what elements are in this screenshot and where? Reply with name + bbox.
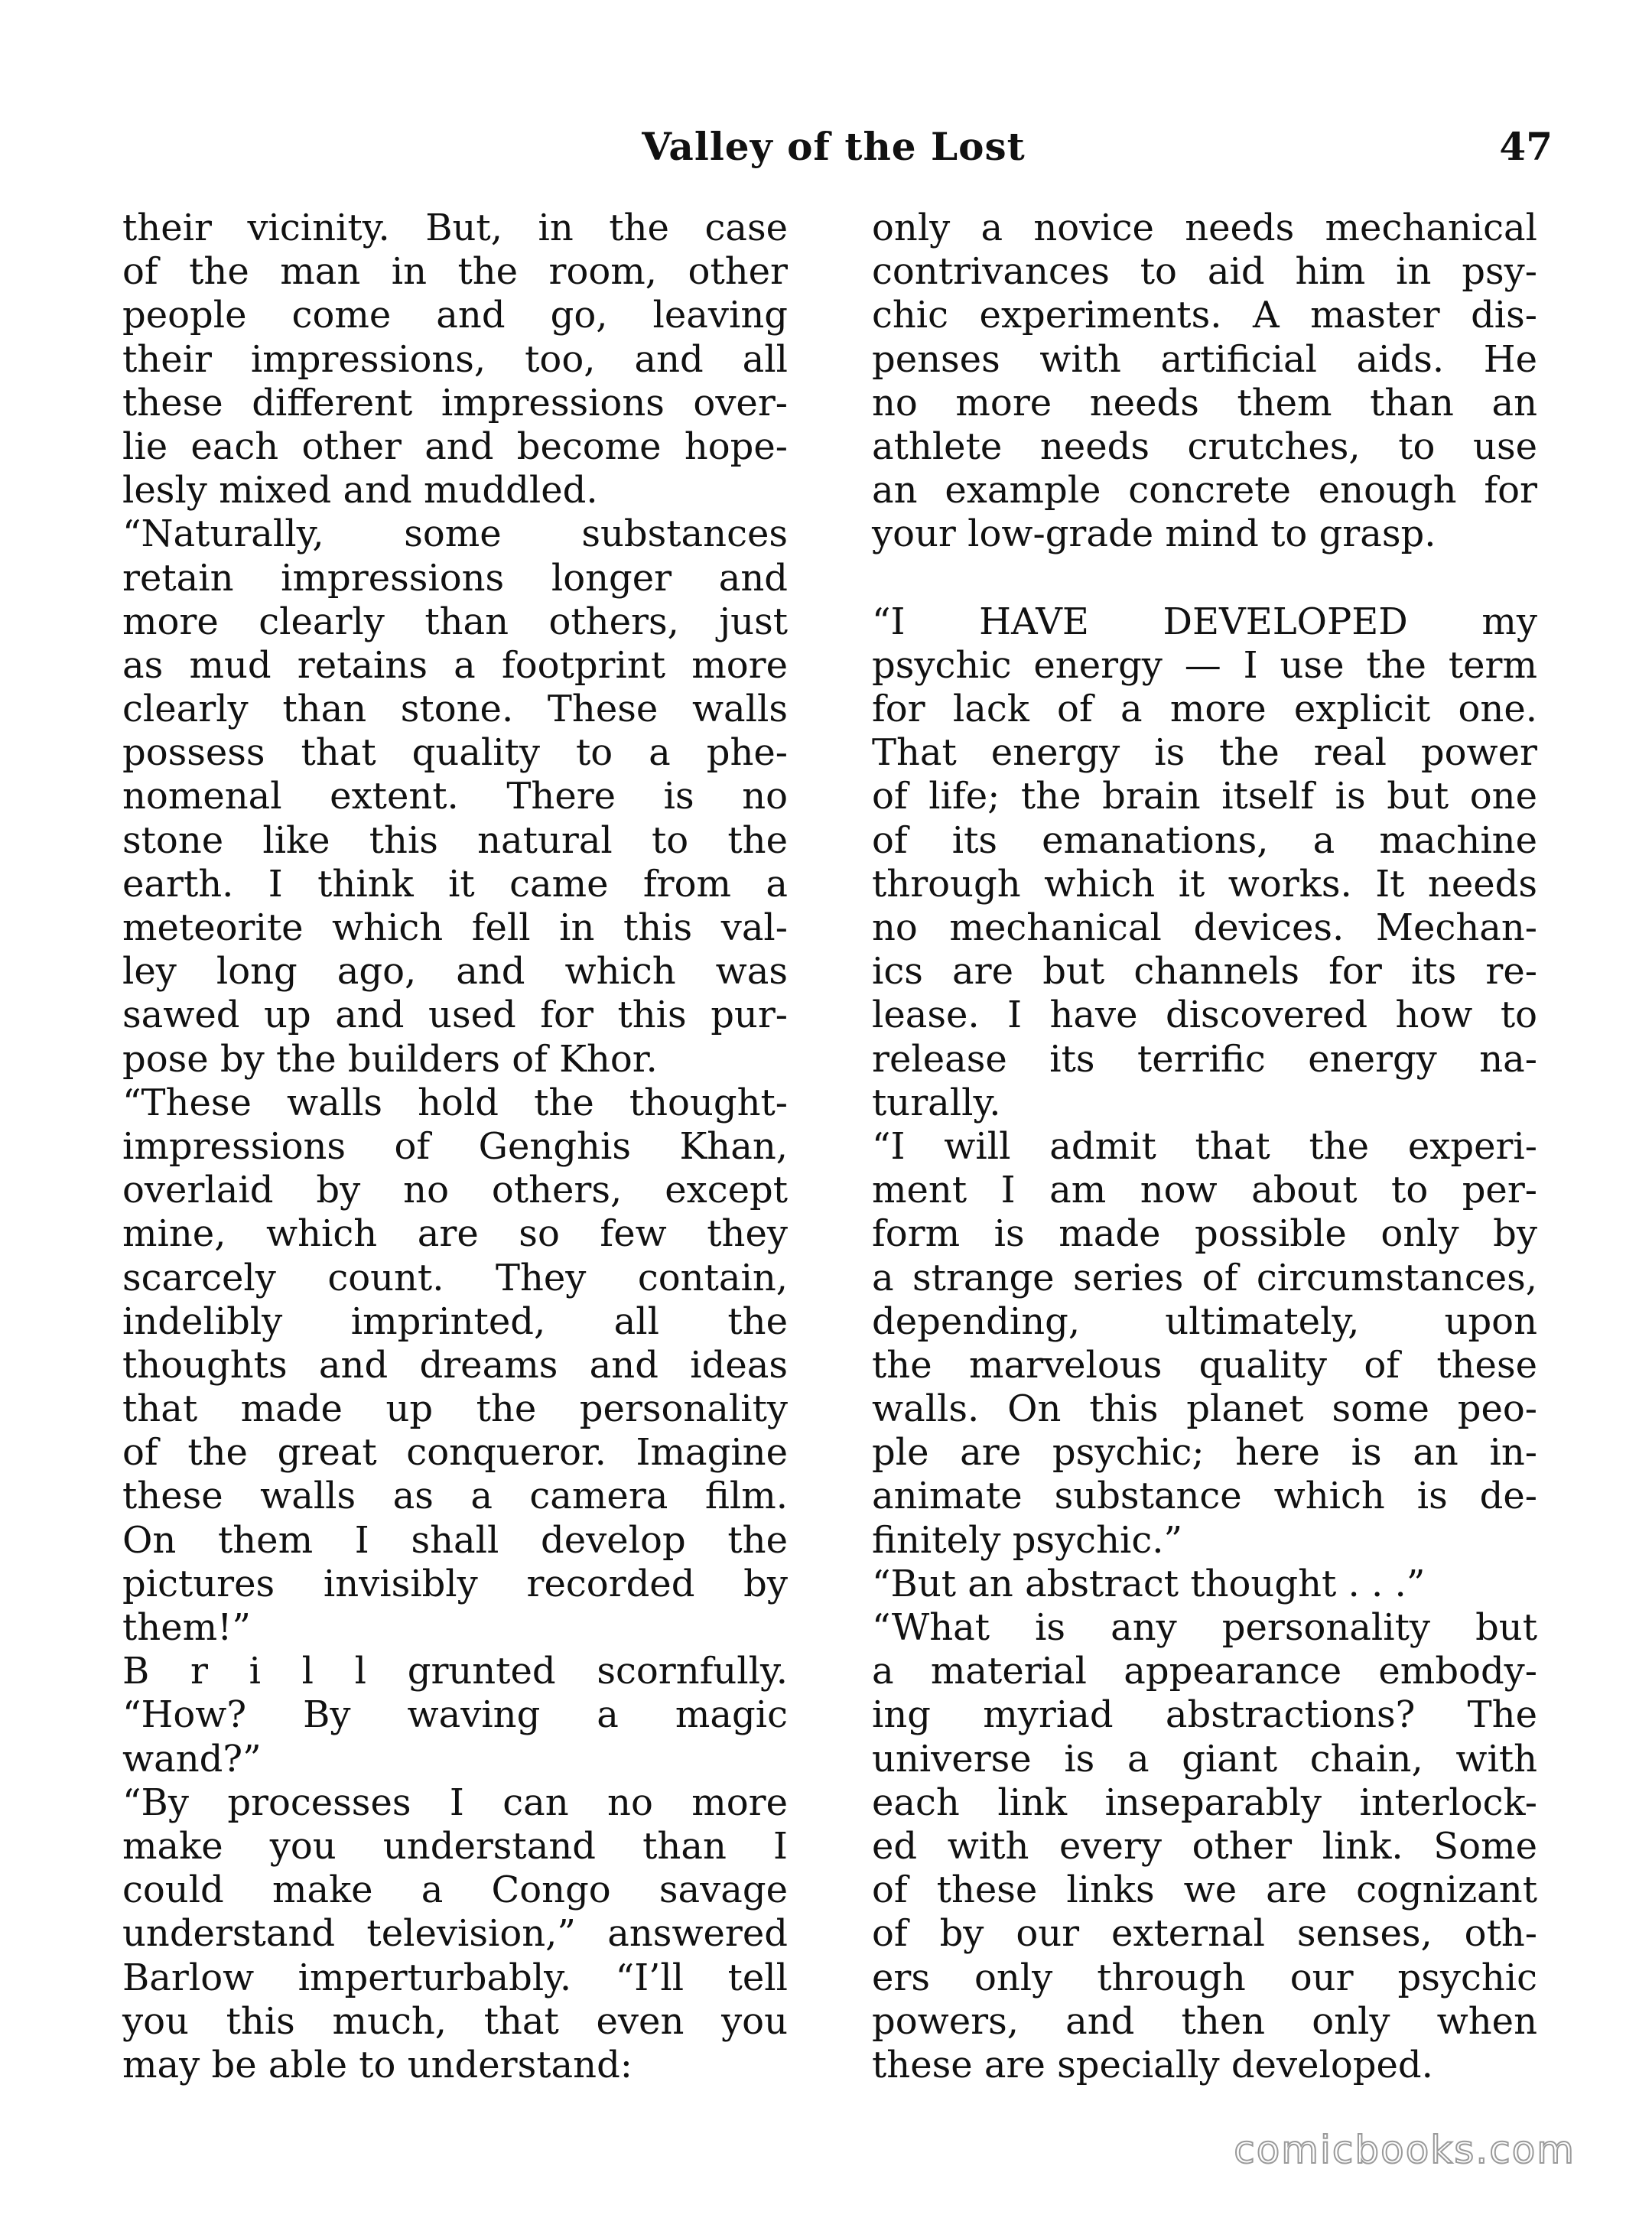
text-line: ing myriad abstractions? The — [872, 1693, 1537, 1737]
text-line: penses with artificial aids. He — [872, 337, 1537, 381]
text-line: ics are but channels for its re- — [872, 950, 1537, 994]
text-line: your low-grade mind to grasp. — [872, 512, 1436, 556]
text-line: an example concrete enough for — [872, 469, 1537, 512]
text-line: “These walls hold the thought- — [122, 1081, 788, 1124]
text-line: may be able to understand: — [122, 2043, 633, 2086]
text-line: of its emanations, a machine — [872, 818, 1537, 862]
left-column — [122, 207, 788, 2087]
text-line: through which it works. It needs — [872, 862, 1537, 906]
right-column — [872, 207, 1537, 2087]
text-line: thoughts and dreams and ideas — [122, 1343, 788, 1387]
text-line: indelibly imprinted, all the — [122, 1299, 788, 1343]
text-line: ple are psychic; here is an in- — [872, 1431, 1537, 1475]
text-line: these different impressions over- — [122, 381, 788, 424]
text-line: ment I am now about to per- — [872, 1169, 1537, 1212]
text-line: lesly mixed and muddled. — [122, 469, 598, 512]
text-line: athlete needs crutches, to use — [872, 424, 1537, 468]
text-line: “I will admit that the experi- — [872, 1124, 1537, 1168]
text-line: a strange series of circumstances, — [872, 1256, 1537, 1299]
text-line: “What is any personality but — [872, 1606, 1537, 1649]
text-line: a material appearance embody- — [872, 1650, 1537, 1693]
text-line: could make a Congo savage — [122, 1868, 788, 1912]
text-line: turally. — [872, 1081, 1001, 1124]
text-line: “But an abstract thought . . .” — [872, 1562, 1426, 1605]
text-line: pose by the builders of Khor. — [122, 1037, 658, 1081]
text-line: these are specially developed. — [872, 2043, 1433, 2086]
text-line: of life; the brain itself is but one — [872, 775, 1537, 818]
text-line: That energy is the real power — [872, 731, 1537, 775]
text-line: release its terrific energy na- — [872, 1037, 1537, 1081]
text-line: make you understand than I — [122, 1824, 788, 1868]
text-line: of the great conqueror. Imagine — [122, 1431, 788, 1475]
text-line: animate substance which is de- — [872, 1475, 1537, 1518]
text-line: impressions of Genghis Khan, — [122, 1124, 788, 1168]
text-line: “By processes I can no more — [122, 1781, 788, 1824]
text-line: for lack of a more explicit one. — [872, 688, 1537, 731]
text-line: “I HAVE DEVELOPED my — [872, 600, 1537, 643]
text-line: earth. I think it came from a — [122, 862, 788, 906]
text-line: that made up the personality — [122, 1387, 788, 1431]
text-line: pictures invisibly recorded by — [122, 1562, 788, 1605]
watermark: comicbooks.com — [1234, 2128, 1576, 2172]
text-line: clearly than stone. These walls — [122, 688, 788, 731]
text-line: of by our external senses, oth- — [872, 1912, 1537, 1956]
text-line: nomenal extent. There is no — [122, 775, 788, 818]
text-line: their vicinity. But, in the case — [122, 207, 788, 249]
text-line: universe is a giant chain, with — [872, 1737, 1537, 1781]
text-line: “Naturally, some substances — [122, 512, 788, 556]
text-line: mine, which are so few they — [122, 1212, 788, 1256]
text-line: ed with every other link. Some — [872, 1824, 1537, 1868]
text-line: more clearly than others, just — [122, 600, 788, 643]
text-line: psychic energy — I use the term — [872, 643, 1537, 687]
text-line: meteorite which fell in this val- — [122, 906, 788, 949]
text-line: depending, ultimately, upon — [872, 1299, 1537, 1343]
text-line: only a novice needs mechanical — [872, 207, 1537, 249]
text-line: of the man in the room, other — [122, 250, 788, 294]
text-line: powers, and then only when — [872, 1999, 1537, 2043]
text-line: form is made possible only by — [872, 1212, 1537, 1256]
text-line: no more needs them than an — [872, 381, 1537, 424]
text-line: each link inseparably interlock- — [872, 1781, 1537, 1824]
text-line: scarcely count. They contain, — [122, 1256, 788, 1299]
text-line: lie each other and become hope- — [122, 424, 788, 468]
text-line: as mud retains a footprint more — [122, 643, 788, 687]
text-line: chic experiments. A master dis- — [872, 294, 1537, 337]
page-number: 47 — [1499, 124, 1553, 169]
page-header — [115, 124, 1553, 177]
text-line: understand television,” answered — [122, 1912, 788, 1956]
text-line: B r i l l grunted scornfully. — [122, 1650, 788, 1693]
text-line: ers only through our psychic — [872, 1956, 1537, 1999]
text-line: of these links we are cognizant — [872, 1868, 1537, 1912]
text-line — [872, 557, 1537, 600]
text-line: Barlow imperturbably. “I’ll tell — [122, 1956, 788, 1999]
text-line: stone like this natural to the — [122, 818, 788, 862]
text-line: On them I shall develop the — [122, 1518, 788, 1562]
text-line: sawed up and used for this pur- — [122, 994, 788, 1037]
text-line: them!” — [122, 1606, 251, 1649]
text-line: these walls as a camera film. — [122, 1475, 788, 1518]
text-line: no mechanical devices. Mechan- — [872, 906, 1537, 949]
text-line: people come and go, leaving — [122, 294, 788, 337]
text-line: possess that quality to a phe- — [122, 731, 788, 775]
text-line: retain impressions longer and — [122, 556, 788, 600]
text-line: wand?” — [122, 1737, 262, 1781]
text-line: “How? By waving a magic — [122, 1693, 788, 1737]
text-line: ley long ago, and which was — [122, 950, 788, 994]
running-title: Valley of the Lost — [642, 124, 1026, 169]
text-line: lease. I have discovered how to — [872, 994, 1537, 1037]
text-line: walls. On this planet some peo- — [872, 1387, 1537, 1431]
text-line: contrivances to aid him in psy- — [872, 250, 1537, 294]
text-line: overlaid by no others, except — [122, 1169, 788, 1212]
text-line: finitely psychic.” — [872, 1518, 1183, 1562]
text-line: their impressions, too, and all — [122, 337, 788, 381]
text-line: the marvelous quality of these — [872, 1343, 1537, 1387]
text-line: you this much, that even you — [122, 1999, 788, 2043]
